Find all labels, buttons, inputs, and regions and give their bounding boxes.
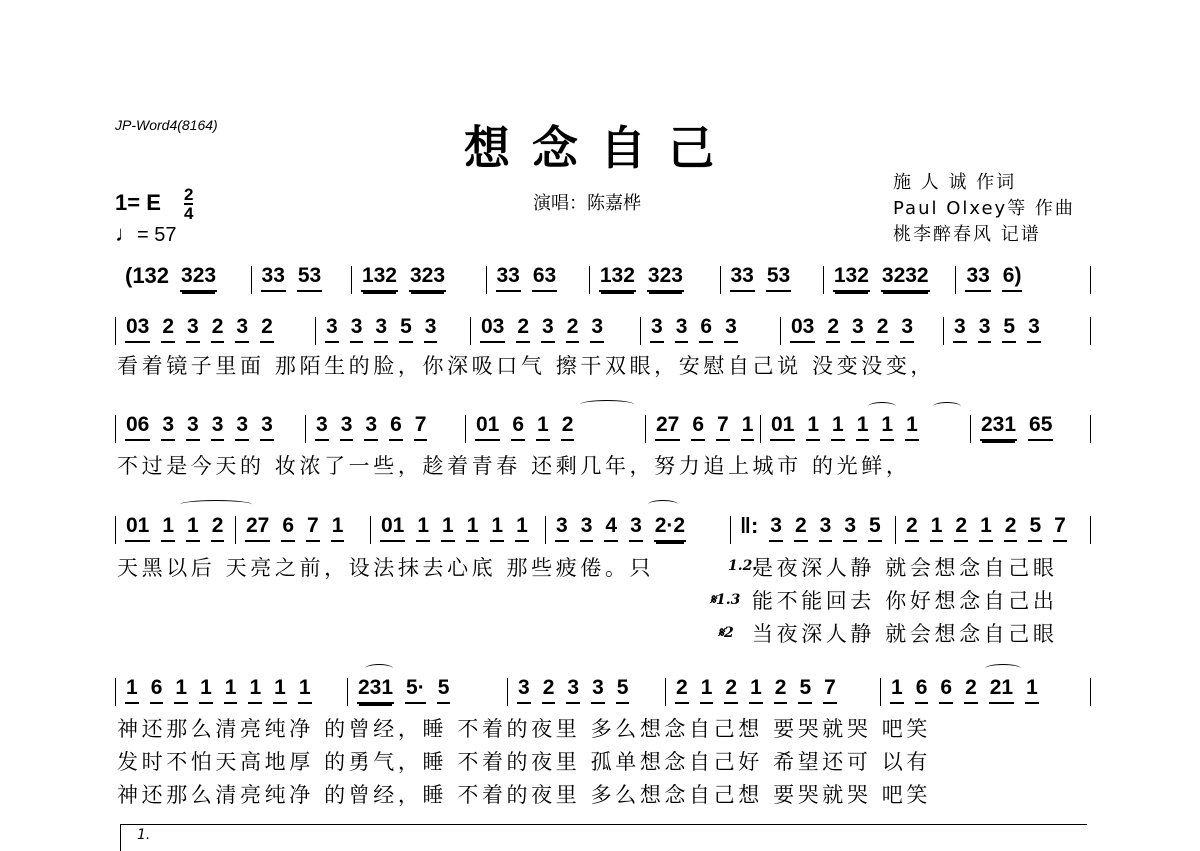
bar-line — [720, 266, 721, 294]
measure — [480, 315, 604, 349]
measure — [125, 514, 224, 548]
staff-row-intro — [115, 264, 1090, 298]
note-group: 3 — [374, 315, 388, 343]
bar-line — [1090, 317, 1091, 345]
note-group: 3 — [1027, 315, 1041, 343]
note-group: 7 — [823, 676, 837, 704]
measure — [833, 264, 930, 298]
lyric-line: 是夜深人静 就会想念自己眼 — [752, 556, 1058, 580]
time-bottom: 4 — [184, 204, 194, 223]
bar-line — [760, 415, 761, 443]
note-group: 1 — [890, 676, 904, 704]
note-group: 3 — [364, 413, 378, 441]
note-group: 1 — [1025, 676, 1039, 704]
note-group: 1 — [248, 676, 262, 704]
note-group: 3 — [591, 676, 605, 704]
note-group: 1 — [125, 676, 139, 704]
bar-line — [507, 678, 508, 706]
note-group: 3 — [555, 514, 569, 542]
note-group: 3 — [650, 315, 664, 343]
note-group: 231 — [357, 676, 394, 704]
measure — [125, 315, 274, 349]
note-group: 1 — [224, 676, 238, 704]
note-group: 03 — [790, 315, 815, 343]
note-group: 2 — [542, 676, 556, 704]
tie-arc — [580, 400, 634, 409]
note-group: 3 — [235, 315, 249, 343]
note-group: 3 — [769, 514, 783, 542]
note-group: 5 — [798, 676, 812, 704]
note-group: 6 — [915, 676, 929, 704]
bar-line — [115, 678, 116, 706]
note-group: 3 — [186, 315, 200, 343]
bar-line — [486, 266, 487, 294]
bar-line — [943, 317, 944, 345]
staff-row-chorus-2 — [115, 676, 1090, 710]
measure — [361, 264, 446, 298]
note-group: 1 — [174, 676, 188, 704]
note-group: 2 — [561, 413, 575, 441]
note-group: 1 — [856, 413, 870, 441]
bar-line — [880, 678, 881, 706]
note-group: 323 — [647, 264, 684, 292]
bar-line — [895, 516, 896, 544]
quarter-note-icon: ♩ — [115, 221, 137, 246]
note-group: 6 — [281, 514, 295, 542]
bar-line — [115, 516, 116, 544]
segno-label — [710, 587, 740, 609]
bar-line — [115, 317, 116, 345]
bar-line — [370, 516, 371, 544]
note-group: 3232 — [881, 264, 930, 292]
lyric-line: 看着镜子里面 那陌生的脸，你深吸口气 擦干双眼，安慰自己说 没变没变， — [117, 354, 936, 378]
note-group: 33 — [965, 264, 990, 292]
measure — [655, 413, 754, 447]
note-group: 2 — [794, 514, 808, 542]
note-group: 1 — [515, 514, 529, 542]
bar-line — [470, 317, 471, 345]
note-group: 1 — [749, 676, 763, 704]
singer-credit: 演唱：陈嘉桦 — [533, 193, 641, 214]
bar-line — [1090, 516, 1091, 544]
note-group: 2·2 — [654, 514, 686, 542]
note-group: 1 — [161, 514, 175, 542]
measure — [357, 676, 450, 710]
note-group: 3 — [724, 315, 738, 343]
lyric-line: 神还那么清亮纯净 的曾经，睡 不着的夜里 多么想念自己想 要哭就哭 吧笑 — [117, 717, 931, 741]
note-group: 1 — [441, 514, 455, 542]
note-group: 2 — [1004, 514, 1018, 542]
note-group: 1 — [979, 514, 993, 542]
measure — [517, 676, 629, 710]
note-group: 2 — [905, 514, 919, 542]
bar-line — [1090, 415, 1091, 443]
tie-arc — [180, 500, 252, 509]
measure — [245, 514, 344, 548]
note-group: 5 — [868, 514, 882, 542]
measure — [650, 315, 738, 349]
note-group: 6 — [691, 413, 705, 441]
software-label: JP-Word4(8164) — [115, 117, 218, 133]
note-group: 2 — [675, 676, 689, 704]
tie-arc — [648, 500, 678, 509]
note-group: 3 — [675, 315, 689, 343]
note-group: 33 — [730, 264, 755, 292]
note-group: 1 — [186, 514, 200, 542]
note-group: 1 — [831, 413, 845, 441]
note-group: 5 — [1028, 514, 1042, 542]
bar-line — [640, 317, 641, 345]
tempo-marking — [115, 221, 177, 247]
note-group: 53 — [297, 264, 322, 292]
note-group: 1 — [741, 413, 755, 441]
note-group: 03 — [125, 315, 150, 343]
note-group: ‖: — [740, 513, 759, 538]
bar-line — [351, 266, 352, 294]
note-group: 2 — [260, 315, 274, 343]
note-group: 3 — [541, 315, 555, 343]
ending-label: 1. — [137, 827, 151, 843]
bar-line — [645, 415, 646, 443]
note-group: 2 — [826, 315, 840, 343]
note-group: 3 — [424, 315, 438, 343]
measure — [599, 264, 684, 298]
lyric-line: 不过是今天的 妆浓了一些，趁着青春 还剩几年，努力追上城市 的光鲜， — [117, 454, 911, 478]
time-signature — [184, 186, 193, 222]
note-group: 06 — [125, 413, 150, 441]
note-group: 63 — [532, 264, 557, 292]
lyric-line: 神还那么清亮纯净 的曾经，睡 不着的夜里 多么想念自己想 要哭就哭 吧笑 — [117, 783, 931, 807]
staff-row-verse-1 — [115, 315, 1090, 349]
note-group: 1 — [298, 676, 312, 704]
measure — [261, 264, 323, 298]
note-group: 3 — [629, 514, 643, 542]
note-group: 7 — [716, 413, 730, 441]
note-group: 132 — [361, 264, 398, 292]
note-group: 5 — [437, 676, 451, 704]
note-group: 1 — [806, 413, 820, 441]
note-group: 5 — [1002, 315, 1016, 343]
note-group: 3 — [590, 315, 604, 343]
time-top: 2 — [184, 185, 194, 204]
bar-line — [730, 516, 731, 544]
bar-line — [315, 317, 316, 345]
note-group: 4 — [604, 514, 618, 542]
bar-line — [305, 415, 306, 443]
note-group: 231 — [980, 413, 1017, 441]
note-group: 01 — [125, 514, 150, 542]
note-group: 323 — [409, 264, 446, 292]
note-group: 132 — [833, 264, 870, 292]
note-group: 1 — [880, 413, 894, 441]
bar-line — [251, 266, 252, 294]
note-group: 323 — [180, 264, 217, 292]
tie-arc — [365, 664, 393, 673]
note-group: (132 — [125, 263, 170, 288]
note-group: 2 — [964, 676, 978, 704]
bar-line — [465, 415, 466, 443]
measure — [770, 413, 919, 447]
measure — [740, 514, 882, 548]
bar-line — [589, 266, 590, 294]
note-group: 3 — [211, 413, 225, 441]
note-group: 2 — [211, 514, 225, 542]
note-group: 27 — [245, 514, 270, 542]
note-group: 5 — [616, 676, 630, 704]
note-group: 1 — [416, 514, 430, 542]
note-group: 21 — [989, 676, 1014, 704]
arranger-credit: 桃李醉春风 记谱 — [893, 224, 1041, 245]
note-group: 27 — [655, 413, 680, 441]
tie-arc — [868, 402, 896, 411]
tie-arc — [985, 664, 1021, 673]
measure — [953, 315, 1041, 349]
note-group: 3 — [340, 413, 354, 441]
note-group: 03 — [480, 315, 505, 343]
lyric-line: 能不能回去 你好想念自己出 — [752, 589, 1058, 613]
note-group: 33 — [261, 264, 286, 292]
note-group: 1 — [331, 514, 345, 542]
note-group: 3 — [819, 514, 833, 542]
note-group: 3 — [517, 676, 531, 704]
note-group: 5· — [405, 676, 426, 704]
note-group: 1 — [536, 413, 550, 441]
measure — [125, 413, 274, 447]
verse-number: 1.2. — [728, 558, 758, 574]
lyricist-credit: 施 人 诚 作词 — [893, 172, 1017, 193]
note-group: 6 — [939, 676, 953, 704]
bar-line — [545, 516, 546, 544]
measure — [890, 676, 1039, 710]
note-group: 7 — [1053, 514, 1067, 542]
note-group: 2 — [211, 315, 225, 343]
bar-line — [823, 266, 824, 294]
bar-line — [955, 266, 956, 294]
measure — [555, 514, 686, 548]
note-group: 1 — [466, 514, 480, 542]
measure — [325, 315, 437, 349]
tempo-value: = 57 — [137, 224, 177, 246]
note-group: 3 — [851, 315, 865, 343]
note-group: 6 — [150, 676, 164, 704]
composer-credit: Paul Olxey等 作曲 — [893, 198, 1075, 219]
bar-line — [780, 317, 781, 345]
measure — [496, 264, 558, 298]
bar-line — [235, 516, 236, 544]
note-group: 2 — [724, 676, 738, 704]
note-group: 2 — [566, 315, 580, 343]
measure — [965, 264, 1022, 298]
note-group: 1 — [199, 676, 213, 704]
note-group: 3 — [566, 676, 580, 704]
note-group: 7 — [306, 514, 320, 542]
note-group: 5 — [399, 315, 413, 343]
note-group: 6 — [699, 315, 713, 343]
note-group: 3 — [325, 315, 339, 343]
note-group: 01 — [770, 413, 795, 441]
bar-line — [665, 678, 666, 706]
measure — [125, 676, 312, 710]
note-group: 1 — [700, 676, 714, 704]
note-group: 6 — [389, 413, 403, 441]
note-group: 6) — [1002, 264, 1023, 292]
note-group: 3 — [260, 413, 274, 441]
note-group: 3 — [978, 315, 992, 343]
staff-row-chorus-1 — [115, 514, 1090, 548]
measure — [475, 413, 574, 447]
note-group: 2 — [516, 315, 530, 343]
note-group: 2 — [876, 315, 890, 343]
bar-line — [1090, 266, 1091, 294]
verse-number: 𝄋1.3 — [710, 592, 741, 608]
staff-row-verse-2 — [115, 413, 1090, 447]
note-group: 53 — [766, 264, 791, 292]
measure — [675, 676, 837, 710]
note-group: 2 — [954, 514, 968, 542]
measure — [905, 514, 1067, 548]
note-group: 1 — [905, 413, 919, 441]
note-group: 2 — [161, 315, 175, 343]
note-group: 65 — [1028, 413, 1053, 441]
measure — [980, 413, 1053, 447]
note-group: 3 — [235, 413, 249, 441]
bar-line — [115, 415, 116, 443]
verse-number: 𝄋2 — [718, 625, 734, 641]
measure — [125, 264, 217, 298]
note-group: 3 — [580, 514, 594, 542]
lyric-line: 天黑以后 天亮之前，设法抹去心底 那些疲倦。只 — [117, 556, 655, 580]
note-group: 3 — [900, 315, 914, 343]
measure — [730, 264, 792, 298]
note-group: 6 — [511, 413, 525, 441]
song-title: 想念自己 — [464, 121, 736, 175]
lyric-line: 发时不怕天高地厚 的勇气，睡 不着的夜里 孤单想念自己好 希望还可 以有 — [117, 750, 931, 774]
note-group: 3 — [315, 413, 329, 441]
note-group: 1 — [273, 676, 287, 704]
note-group: 2 — [774, 676, 788, 704]
bar-line — [970, 415, 971, 443]
lyric-line: 当夜深人静 就会想念自己眼 — [752, 622, 1058, 646]
note-group: 3 — [953, 315, 967, 343]
key-signature: 1= E — [115, 190, 161, 215]
note-group: 3 — [350, 315, 364, 343]
measure — [315, 413, 427, 447]
note-group: 132 — [599, 264, 636, 292]
tie-arc — [933, 402, 961, 411]
note-group: 3 — [186, 413, 200, 441]
note-group: 3 — [843, 514, 857, 542]
note-group: 1 — [490, 514, 504, 542]
segno-label — [718, 620, 734, 642]
note-group: 33 — [496, 264, 521, 292]
note-group: 3 — [161, 413, 175, 441]
bar-line — [347, 678, 348, 706]
note-group: 7 — [414, 413, 428, 441]
note-group: 01 — [380, 514, 405, 542]
measure — [380, 514, 529, 548]
note-group: 1 — [930, 514, 944, 542]
first-ending-bracket — [120, 824, 1087, 851]
note-group: 01 — [475, 413, 500, 441]
measure — [790, 315, 914, 349]
bar-line — [1090, 678, 1091, 706]
